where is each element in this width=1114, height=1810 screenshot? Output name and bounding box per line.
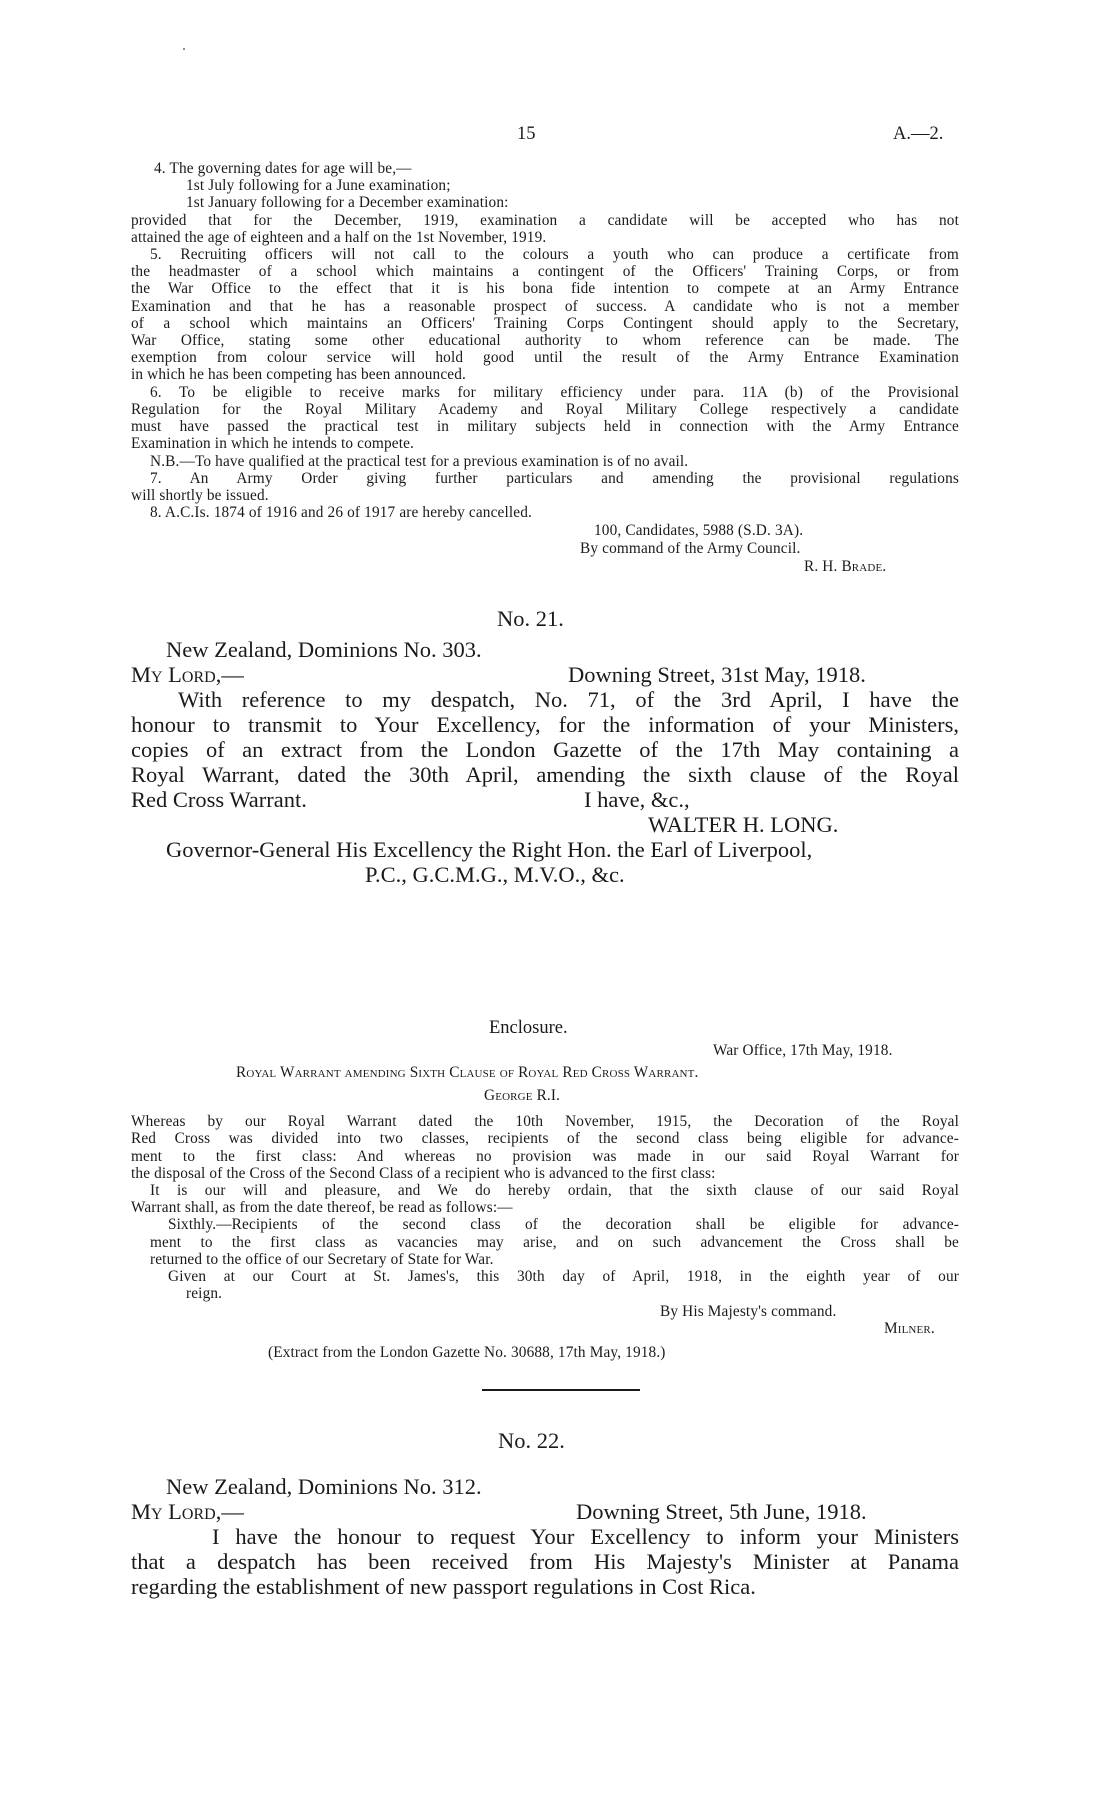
closing-i-have: I have, &c., — [584, 787, 690, 812]
section-divider — [482, 1389, 640, 1391]
para-6-line-1: 6. To be eligible to receive marks for military efficiency under para. 11A (b) of the Provisional — [150, 384, 959, 401]
page-number: 15 — [517, 124, 536, 144]
para-4-proviso-line-2: attained the age of eighteen and a half on the 1st November, 1919. — [131, 229, 547, 246]
heading-no-22: No. 22. — [498, 1428, 565, 1453]
para-5-line-3: the War Office to the effect that it is his bona fide intention to compete at an Army Entrance — [131, 280, 959, 297]
document-reference: A.—2. — [893, 124, 944, 144]
no-21-body-line-2: honour to transmit to Your Excellency, for the information of your Ministers, — [131, 712, 959, 737]
para-5-line-1: 5. Recruiting officers will not call to the colours a youth who can produce a certificate from — [150, 246, 959, 263]
no-22-body-line-1: I have the honour to request Your Excellency to inform your Ministers — [212, 1524, 959, 1549]
date-line-no-21: Downing Street, 31st May, 1918. — [568, 662, 866, 687]
warrant-line-1: Whereas by our Royal Warrant dated the 10th November, 1915, the Decoration of the Royal — [131, 1113, 959, 1130]
para-6-line-2: Regulation for the Royal Military Academy and Royal Military College respectively a candidate — [131, 401, 959, 418]
gazette-extract-note: (Extract from the London Gazette No. 30688, 17th May, 1918.) — [268, 1344, 666, 1361]
no-21-body-line-4: Royal Warrant, dated the 30th April, amending the sixth clause of the Royal — [131, 762, 959, 787]
para-5-line-2: the headmaster of a school which maintains a contingent of the Officers' Training Corps, or from — [131, 263, 959, 280]
nb-note: N.B.—To have qualified at the practical test for a previous examination is of no avail. — [150, 453, 689, 470]
para-5-line-4: Examination and that he has a reasonable prospect of success. A candidate who is not a member — [131, 298, 959, 315]
signature-walter-long: WALTER H. LONG. — [648, 812, 839, 837]
majesty-command: By His Majesty's command. — [660, 1303, 837, 1320]
salutation-no-22: My Lord,— — [131, 1499, 244, 1524]
date-line-no-22: Downing Street, 5th June, 1918. — [576, 1499, 867, 1524]
addressee-line-2: P.C., G.C.M.G., M.V.O., &c. — [365, 862, 625, 887]
para-6-line-4: Examination in which he intends to compete. — [131, 435, 415, 452]
army-council-command: By command of the Army Council. — [580, 540, 801, 557]
para-5-line-6: War Office, stating some other educational authority to whom reference can be made. The — [131, 332, 959, 349]
distribution-line: 100, Candidates, 5988 (S.D. 3A). — [594, 522, 804, 539]
scan-speck — [183, 48, 185, 50]
para-4-intro: 4. The governing dates for age will be,— — [154, 160, 412, 177]
sixthly-line-2: ment to the first class as vacancies may arise, and on such advancement the Cross shall be — [150, 1234, 959, 1251]
signature-milner: Milner. — [884, 1320, 935, 1337]
para-5-line-7: exemption from colour service will hold good until the result of the Army Entrance Examination — [131, 349, 959, 366]
para-5-line-8: in which he has been competing has been announced. — [131, 366, 467, 383]
no-22-body-line-3: regarding the establishment of new passport regulations in Cost Rica. — [131, 1574, 756, 1599]
sixthly-line-3: returned to the office of our Secretary of State for War. — [150, 1251, 494, 1268]
heading-no-21: No. 21. — [497, 606, 564, 631]
enclosure-heading: Enclosure. — [489, 1018, 568, 1038]
warrant-line-5: It is our will and pleasure, and We do hereby ordain, that the sixth clause of our said Royal — [150, 1182, 959, 1199]
signature-brade: R. H. Brade. — [804, 558, 887, 575]
para-4-december: 1st January following for a December examination: — [186, 194, 509, 211]
salutation-no-21: My Lord,— — [131, 662, 244, 687]
enclosure-date-line: War Office, 17th May, 1918. — [713, 1042, 893, 1059]
addressee-line-1: Governor-General His Excellency the Right Hon. the Earl of Liverpool, — [166, 837, 813, 862]
given-at-line-2: reign. — [186, 1285, 223, 1302]
sovereign-signature: George R.I. — [484, 1087, 561, 1104]
no-22-body-line-2: that a despatch has been received from His Majesty's Minister at Panama — [131, 1549, 959, 1574]
para-5-line-5: of a school which maintains an Officers' Training Corps Contingent should apply to the Secretary, — [131, 315, 959, 332]
dominion-ref-312: New Zealand, Dominions No. 312. — [166, 1474, 482, 1499]
warrant-line-4: the disposal of the Cross of the Second Class of a recipient who is advanced to the first class: — [131, 1165, 716, 1182]
given-at-line-1: Given at our Court at St. James's, this 30th day of April, 1918, in the eighth year of our — [168, 1268, 959, 1285]
warrant-line-3: ment to the first class: And whereas no provision was made in our said Royal Warrant for — [131, 1148, 959, 1165]
para-4-june: 1st July following for a June examination; — [186, 177, 451, 194]
warrant-title: Royal Warrant amending Sixth Clause of Royal Red Cross Warrant. — [236, 1064, 699, 1081]
para-7-line-1: 7. An Army Order giving further particulars and amending the provisional regulations — [150, 470, 959, 487]
warrant-line-2: Red Cross was divided into two classes, recipients of the second class being eligible for advance- — [131, 1130, 959, 1147]
para-7-line-2: will shortly be issued. — [131, 487, 269, 504]
para-4-proviso-line-1: provided that for the December, 1919, examination a candidate will be accepted who has not — [131, 212, 959, 229]
para-8: 8. A.C.Is. 1874 of 1916 and 26 of 1917 are hereby cancelled. — [150, 504, 532, 521]
no-21-body-line-1: With reference to my despatch, No. 71, of the 3rd April, I have the — [178, 687, 959, 712]
no-21-body-line-5: Red Cross Warrant. — [131, 787, 307, 812]
sixthly-line-1: Sixthly.—Recipients of the second class of the decoration shall be eligible for advance- — [168, 1216, 959, 1233]
para-6-line-3: must have passed the practical test in military subjects held in connection with the Army Entrance — [131, 418, 959, 435]
no-21-body-line-3: copies of an extract from the London Gazette of the 17th May containing a — [131, 737, 959, 762]
warrant-line-6: Warrant shall, as from the date thereof, be read as follows:— — [131, 1199, 513, 1216]
dominion-ref-303: New Zealand, Dominions No. 303. — [166, 637, 482, 662]
